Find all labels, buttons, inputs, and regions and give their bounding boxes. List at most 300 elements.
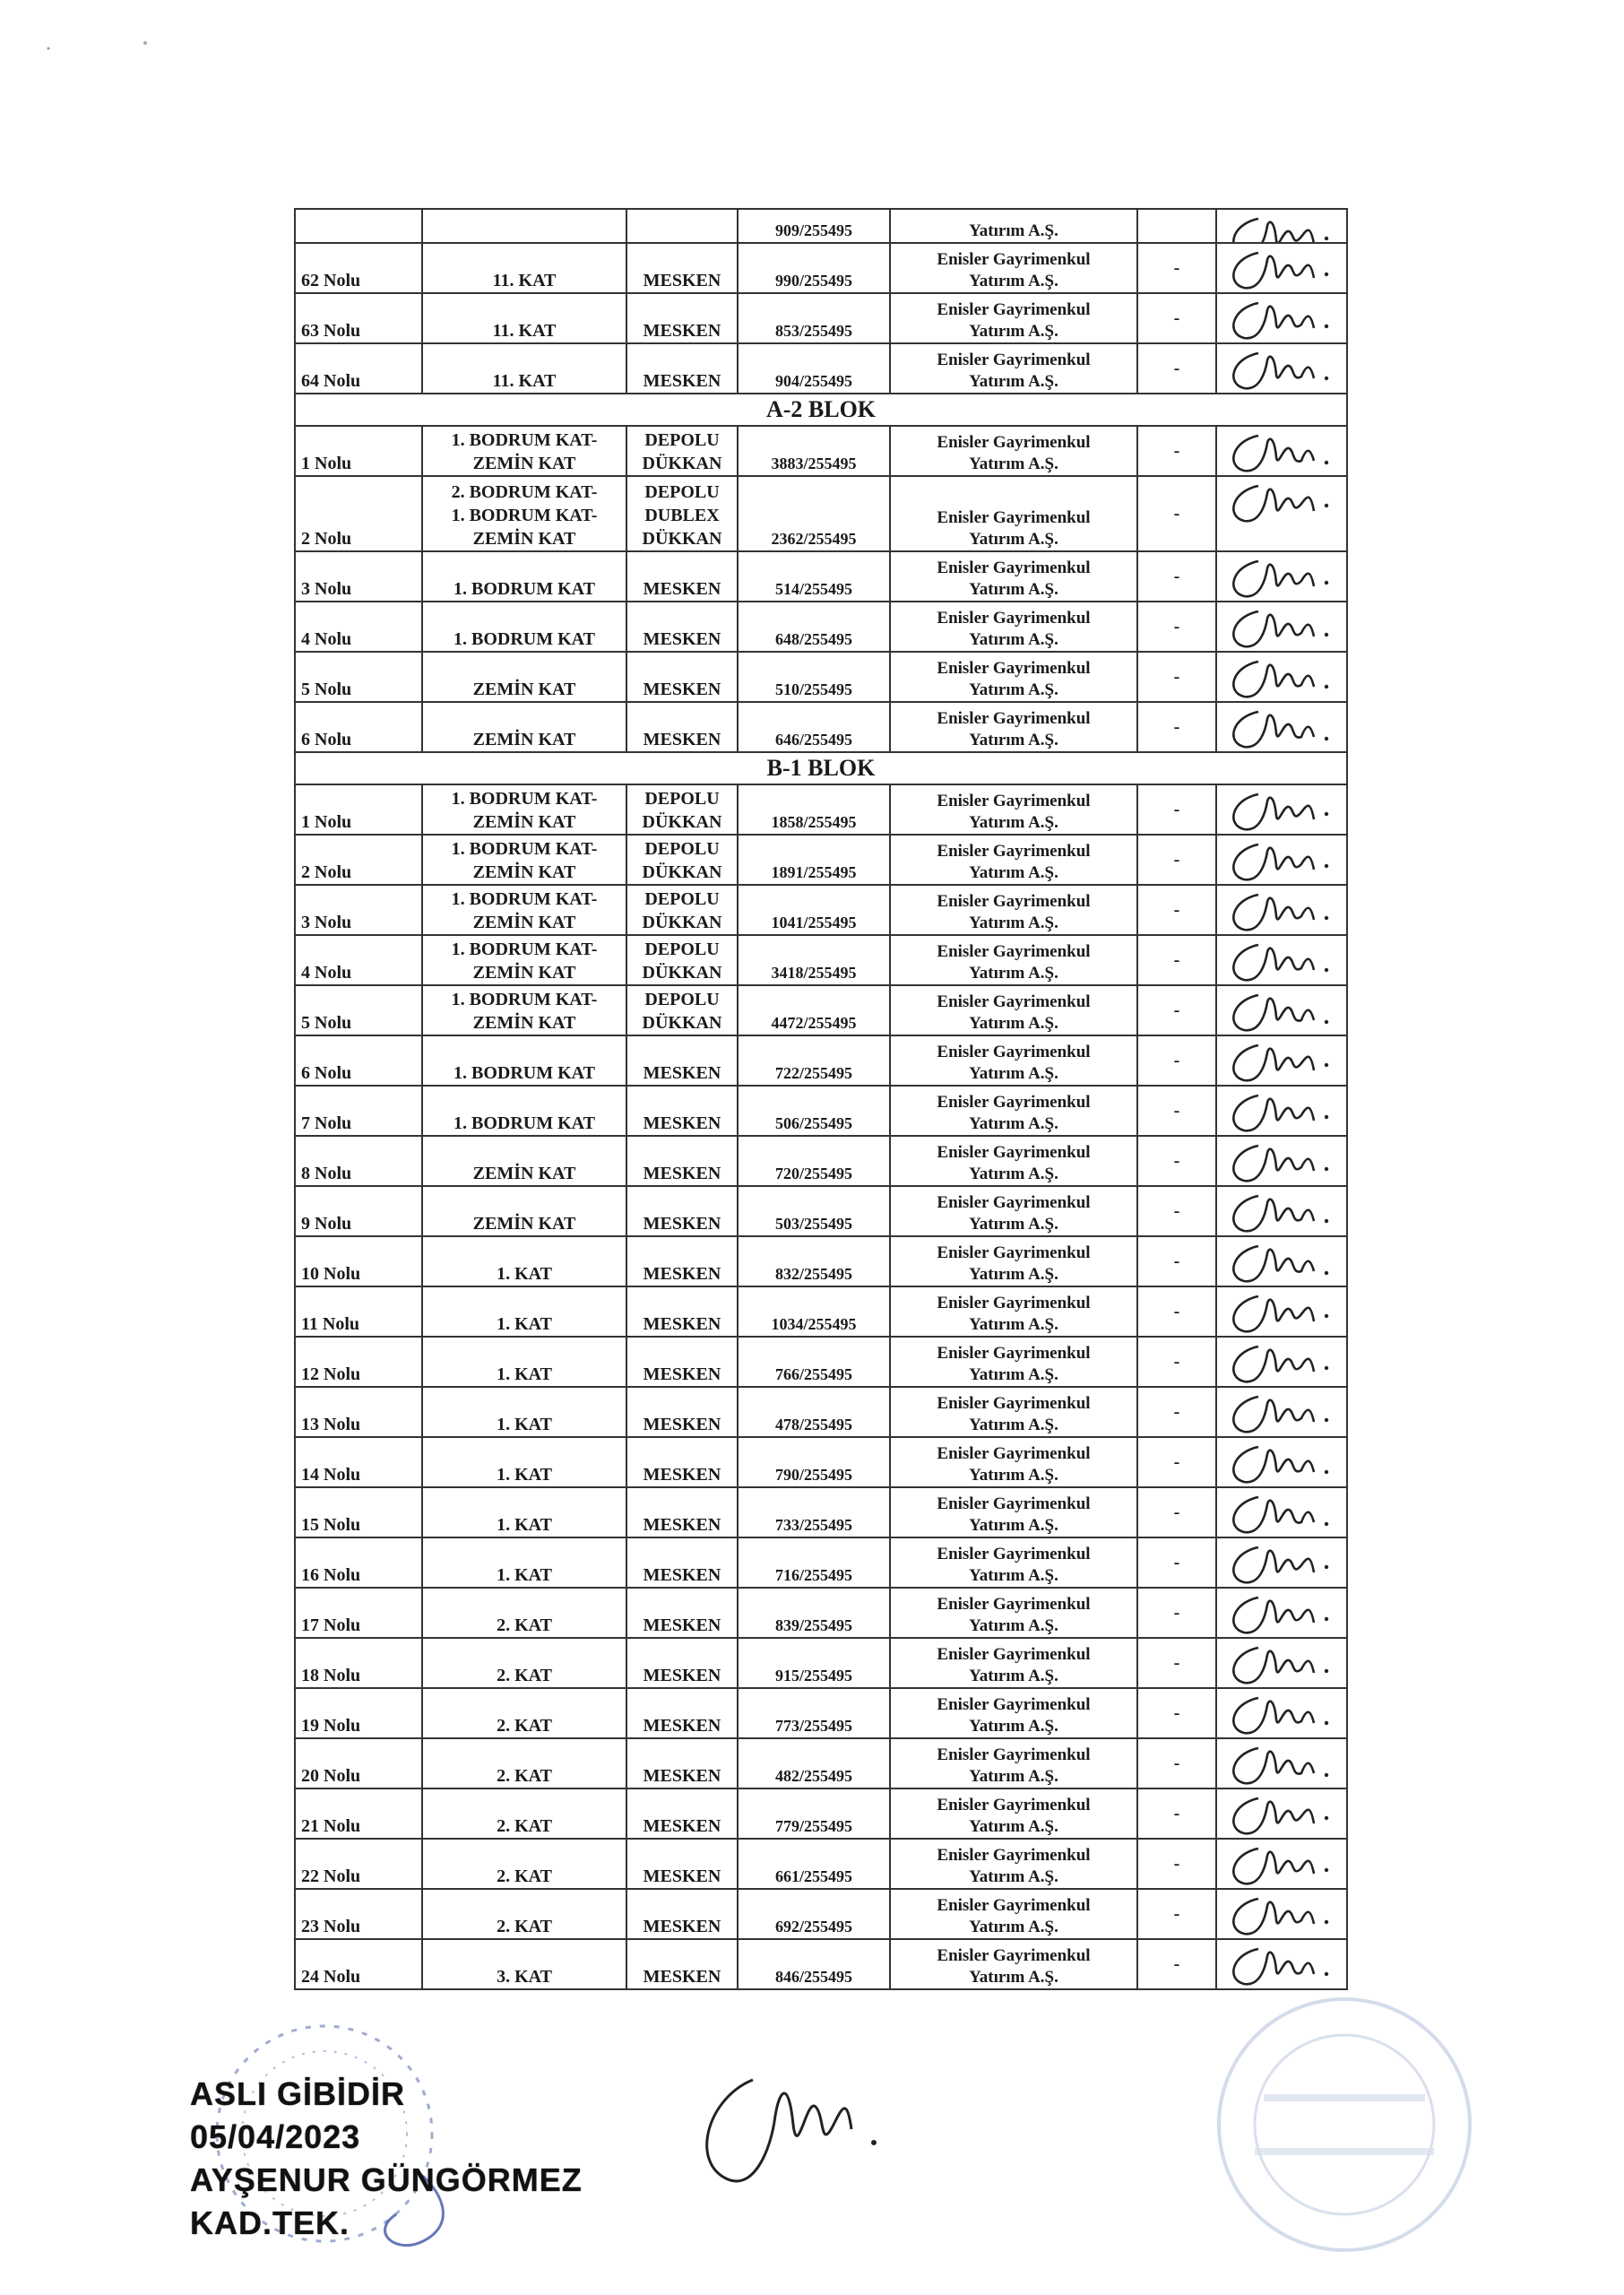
share-cell-text: 733/255495 [774, 1516, 852, 1534]
share-cell [738, 551, 890, 602]
unit-number-cell [295, 1889, 422, 1939]
floor-cell-text: 1. BODRUM KAT [454, 629, 595, 649]
floor-cell-text: ZEMİN KAT [472, 730, 576, 749]
signature-mark [1224, 1239, 1341, 1286]
note-cell [1137, 1387, 1216, 1437]
note-cell [1137, 1688, 1216, 1738]
owner-name: Enisler Gayrimenkul [937, 1444, 1091, 1463]
signature-mark [1224, 1490, 1341, 1537]
table-row [295, 1738, 1347, 1788]
share-cell-text: 3883/255495 [771, 455, 857, 472]
floor-cell [422, 1688, 626, 1738]
certification-date: 05/04/2023 [190, 2118, 361, 2155]
floor-cell [422, 1337, 626, 1387]
unit-type-cell-text: MESKEN [643, 1666, 721, 1685]
unit-type-cell-text: MESKEN [643, 1364, 721, 1384]
owner-cell [890, 1337, 1137, 1387]
owner-cell [890, 1688, 1137, 1738]
note-cell [1137, 835, 1216, 885]
floor-cell [422, 426, 626, 476]
unit-number-cell-text: 17 Nolu [301, 1615, 361, 1635]
owner-cell [890, 343, 1137, 394]
unit-number-cell [295, 702, 422, 752]
unit-type-cell-text: DEPOLU DÜKKAN [642, 839, 722, 882]
owner-cell [890, 1738, 1137, 1788]
certification-title: KAD.TEK. [190, 2204, 350, 2241]
owner-name: Enisler Gayrimenkul [937, 1344, 1091, 1363]
floor-cell-text: 1. KAT [497, 1314, 552, 1334]
certification-block [190, 2073, 583, 2245]
share-cell-text: 514/255495 [774, 580, 852, 598]
unit-type-cell [626, 602, 738, 652]
share-cell-text: 1034/255495 [771, 1315, 857, 1333]
unit-number-cell-text: 5 Nolu [301, 680, 352, 699]
faint-stamp-right [1183, 1990, 1506, 2259]
unit-type-cell-text: MESKEN [643, 1816, 721, 1836]
note-cell [1137, 602, 1216, 652]
note-cell [1137, 209, 1216, 243]
share-cell-text: 503/255495 [774, 1215, 852, 1233]
note-cell [1137, 652, 1216, 702]
unit-number-cell [295, 1387, 422, 1437]
floor-cell-text: 2. KAT [497, 1816, 552, 1836]
unit-number-cell-text: 3 Nolu [301, 579, 352, 599]
signature-cell [1216, 1537, 1347, 1588]
floor-cell-text: 1. KAT [497, 1565, 552, 1585]
note-cell-text: - [1173, 1804, 1180, 1823]
unit-type-cell [626, 702, 738, 752]
unit-number-cell [295, 426, 422, 476]
unit-number-cell [295, 293, 422, 343]
note-cell-text: - [1173, 1402, 1180, 1422]
unit-type-cell [626, 1537, 738, 1588]
unit-number-cell [295, 935, 422, 985]
unit-number-cell [295, 243, 422, 293]
floor-cell-text: ZEMİN KAT [472, 1214, 576, 1234]
share-cell-text: 510/255495 [774, 680, 852, 698]
unit-type-cell [626, 1136, 738, 1186]
owner-cell [890, 935, 1137, 985]
signature-mark [1224, 1691, 1341, 1737]
share-cell-text: 915/255495 [774, 1667, 852, 1684]
note-cell-text: - [1173, 359, 1180, 378]
share-cell [738, 1286, 890, 1337]
note-cell-text: - [1173, 1452, 1180, 1472]
share-cell [738, 1035, 890, 1086]
owner-company-type: Yatırım A.Ş. [969, 1114, 1058, 1133]
signature-cell [1216, 476, 1347, 551]
share-cell-text: 716/255495 [774, 1566, 852, 1584]
owner-cell [890, 209, 1137, 243]
owner-cell [890, 1889, 1137, 1939]
owner-name: Enisler Gayrimenkul [937, 1946, 1091, 1965]
floor-cell-text: 1. KAT [497, 1465, 552, 1485]
note-cell-text: - [1173, 258, 1180, 278]
unit-number-cell-text: 11 Nolu [301, 1314, 360, 1334]
unit-number-cell-text: 6 Nolu [301, 1063, 352, 1083]
signature-mark [1224, 429, 1341, 475]
share-cell [738, 1688, 890, 1738]
unit-type-cell-text: DEPOLU DÜKKAN [642, 940, 722, 983]
table-row [295, 1537, 1347, 1588]
table-row [295, 426, 1347, 476]
owner-cell [890, 1487, 1137, 1537]
owner-cell [890, 835, 1137, 885]
floor-cell [422, 935, 626, 985]
note-cell-text: - [1173, 1703, 1180, 1723]
unit-number-cell [295, 1437, 422, 1487]
note-cell-text: - [1173, 1201, 1180, 1221]
note-cell [1137, 1738, 1216, 1788]
share-cell [738, 1889, 890, 1939]
floor-cell-text: 1. BODRUM KAT- ZEMİN KAT [451, 789, 598, 832]
share-cell-text: 853/255495 [774, 322, 852, 340]
unit-number-cell [295, 551, 422, 602]
owner-company-type: Yatırım A.Ş. [969, 1667, 1058, 1685]
share-cell [738, 885, 890, 935]
unit-type-cell [626, 1839, 738, 1889]
unit-type-cell [626, 243, 738, 293]
note-cell [1137, 1337, 1216, 1387]
owner-cell [890, 1788, 1137, 1839]
note-cell [1137, 1186, 1216, 1236]
signature-cell [1216, 1738, 1347, 1788]
owner-cell [890, 1437, 1137, 1487]
signature-mark [1224, 1390, 1341, 1436]
unit-type-cell-text: MESKEN [643, 629, 721, 649]
owner-name: Enisler Gayrimenkul [937, 1243, 1091, 1262]
share-cell [738, 1839, 890, 1889]
table-row [295, 293, 1347, 343]
floor-cell [422, 652, 626, 702]
table-row [295, 784, 1347, 835]
share-cell [738, 784, 890, 835]
owner-name: Enisler Gayrimenkul [937, 1745, 1091, 1764]
owner-company-type: Yatırım A.Ş. [969, 1867, 1058, 1886]
owner-cell [890, 1136, 1137, 1186]
owner-company-type: Yatırım A.Ş. [969, 530, 1058, 549]
share-cell-text: 839/255495 [774, 1616, 852, 1634]
share-cell-text: 846/255495 [774, 1968, 852, 1986]
note-cell [1137, 1889, 1216, 1939]
owner-company-type: Yatırım A.Ş. [969, 272, 1058, 290]
signature-cell [1216, 1236, 1347, 1286]
unit-type-cell-text: DEPOLU DÜKKAN [642, 990, 722, 1033]
unit-type-cell-text: MESKEN [643, 271, 721, 290]
note-cell-text: - [1173, 800, 1180, 819]
unit-number-cell [295, 1688, 422, 1738]
share-cell [738, 209, 890, 243]
unit-type-cell [626, 476, 738, 551]
share-cell-text: 2362/255495 [771, 530, 857, 548]
signature-mark [1224, 246, 1341, 292]
owner-cell [890, 1236, 1137, 1286]
unit-number-cell [295, 1136, 422, 1186]
signature-cell [1216, 551, 1347, 602]
owner-cell [890, 702, 1137, 752]
table-row [295, 209, 1347, 243]
owner-name: Enisler Gayrimenkul [937, 1695, 1091, 1714]
unit-number-cell [295, 476, 422, 551]
floor-cell [422, 1286, 626, 1337]
table-row [295, 1839, 1347, 1889]
signature-cell [1216, 1286, 1347, 1337]
unit-type-cell [626, 1889, 738, 1939]
note-cell-text: - [1173, 1904, 1180, 1924]
owner-company-type: Yatırım A.Ş. [969, 1265, 1058, 1284]
owner-company-type: Yatırım A.Ş. [969, 1516, 1058, 1535]
note-cell [1137, 1839, 1216, 1889]
signature-mark [1224, 1289, 1341, 1336]
owner-cell [890, 1035, 1137, 1086]
share-cell-text: 1041/255495 [771, 914, 857, 931]
floor-cell [422, 243, 626, 293]
unit-number-cell-text: 1 Nolu [301, 812, 352, 832]
note-cell-text: - [1173, 1051, 1180, 1070]
table-row [295, 1186, 1347, 1236]
signature-mark [1224, 1038, 1341, 1085]
owner-company-type: Yatırım A.Ş. [969, 1365, 1058, 1384]
signature-cell [1216, 1186, 1347, 1236]
owner-company-type: Yatırım A.Ş. [969, 630, 1058, 649]
share-cell-text: 722/255495 [774, 1064, 852, 1082]
unit-type-cell [626, 985, 738, 1035]
note-cell [1137, 702, 1216, 752]
table-row [295, 1286, 1347, 1337]
unit-type-cell [626, 343, 738, 394]
unit-number-cell-text: 12 Nolu [301, 1364, 361, 1384]
block-header-row [295, 752, 1347, 784]
signature-mark [1224, 1189, 1341, 1235]
unit-type-cell [626, 1638, 738, 1688]
table-row [295, 1035, 1347, 1086]
note-cell-text: - [1173, 1251, 1180, 1271]
floor-cell-text: 2. KAT [497, 1917, 552, 1936]
unit-type-cell-text: MESKEN [643, 1615, 721, 1635]
signature-mark [1224, 705, 1341, 751]
note-cell [1137, 1086, 1216, 1136]
unit-number-cell-text: 24 Nolu [301, 1967, 361, 1987]
floor-cell [422, 1638, 626, 1688]
unit-type-cell-text: MESKEN [643, 1264, 721, 1284]
owner-cell [890, 985, 1137, 1035]
owner-company-type: Yatırım A.Ş. [969, 1466, 1058, 1485]
signature-cell [1216, 1889, 1347, 1939]
floor-cell-text: 1. BODRUM KAT- ZEMİN KAT [451, 839, 598, 882]
owner-name: Enisler Gayrimenkul [937, 942, 1091, 961]
note-cell-text: - [1173, 1151, 1180, 1171]
ownership-table-body [295, 209, 1347, 1989]
share-cell-text: 904/255495 [774, 372, 852, 390]
share-cell [738, 343, 890, 394]
signature-cell [1216, 1387, 1347, 1437]
unit-number-cell-text: 2 Nolu [301, 862, 352, 882]
owner-name: Enisler Gayrimenkul [937, 842, 1091, 861]
signature-cell [1216, 1086, 1347, 1136]
note-cell [1137, 551, 1216, 602]
share-cell [738, 1788, 890, 1839]
floor-cell-text: 1. BODRUM KAT- ZEMİN KAT [451, 990, 598, 1033]
owner-name: Enisler Gayrimenkul [937, 892, 1091, 911]
owner-cell [890, 1286, 1137, 1337]
owner-company-type: Yatırım A.Ş. [969, 580, 1058, 599]
share-cell [738, 702, 890, 752]
floor-cell [422, 1035, 626, 1086]
signature-cell [1216, 1035, 1347, 1086]
signature-mark [1224, 1942, 1341, 1988]
floor-cell-text: 1. BODRUM KAT [454, 579, 595, 599]
share-cell [738, 652, 890, 702]
signature-mark [1224, 1841, 1341, 1888]
floor-cell-text: 2. KAT [497, 1766, 552, 1786]
owner-cell [890, 476, 1137, 551]
share-cell [738, 1387, 890, 1437]
owner-company-type: Yatırım A.Ş. [969, 1315, 1058, 1334]
unit-number-cell-text: 21 Nolu [301, 1816, 361, 1836]
unit-type-cell-text: MESKEN [643, 1866, 721, 1886]
note-cell-text: - [1173, 1352, 1180, 1372]
unit-type-cell [626, 1588, 738, 1638]
unit-number-cell [295, 1588, 422, 1638]
unit-number-cell-text: 14 Nolu [301, 1465, 361, 1485]
floor-cell [422, 551, 626, 602]
unit-number-cell-text: 62 Nolu [301, 271, 361, 290]
floor-cell [422, 985, 626, 1035]
unit-type-cell-text: MESKEN [643, 680, 721, 699]
owner-cell [890, 1186, 1137, 1236]
note-cell-text: - [1173, 1954, 1180, 1974]
unit-type-cell-text: MESKEN [643, 1917, 721, 1936]
unit-type-cell [626, 1437, 738, 1487]
share-cell [738, 1638, 890, 1688]
share-cell [738, 426, 890, 476]
note-cell [1137, 343, 1216, 394]
owner-cell [890, 602, 1137, 652]
share-cell [738, 1537, 890, 1588]
signature-cell [1216, 1588, 1347, 1638]
signature-mark [1224, 1892, 1341, 1938]
unit-type-cell [626, 935, 738, 985]
unit-type-cell [626, 1387, 738, 1437]
floor-cell-text: 2. KAT [497, 1866, 552, 1886]
unit-number-cell-text: 7 Nolu [301, 1113, 352, 1133]
unit-number-cell [295, 1086, 422, 1136]
floor-cell-text: 3. KAT [497, 1967, 552, 1987]
scan-specks [45, 36, 152, 54]
signature-cell [1216, 784, 1347, 835]
unit-number-cell [295, 1487, 422, 1537]
floor-cell-text: 2. KAT [497, 1716, 552, 1736]
unit-type-cell [626, 551, 738, 602]
unit-type-cell [626, 1688, 738, 1738]
unit-number-cell-text: 1 Nolu [301, 454, 352, 473]
share-cell-text: 648/255495 [774, 630, 852, 648]
floor-cell [422, 1588, 626, 1638]
unit-number-cell-text: 10 Nolu [301, 1264, 361, 1284]
unit-number-cell-text: 4 Nolu [301, 629, 352, 649]
owner-name: Enisler Gayrimenkul [937, 1294, 1091, 1312]
ownership-table [294, 208, 1348, 1990]
owner-name: Enisler Gayrimenkul [937, 1846, 1091, 1865]
owner-company-type: Yatırım A.Ş. [969, 322, 1058, 341]
owner-cell [890, 784, 1137, 835]
unit-number-cell [295, 835, 422, 885]
owner-name: Enisler Gayrimenkul [937, 1796, 1091, 1814]
floor-cell-text: ZEMİN KAT [472, 680, 576, 699]
share-cell-text: 990/255495 [774, 272, 852, 290]
floor-cell [422, 1939, 626, 1989]
share-cell-text: 832/255495 [774, 1265, 852, 1283]
note-cell [1137, 1638, 1216, 1688]
floor-cell [422, 784, 626, 835]
unit-number-cell-text: 19 Nolu [301, 1716, 361, 1736]
table-row [295, 1136, 1347, 1186]
owner-cell [890, 1588, 1137, 1638]
bottom-signature [690, 2044, 905, 2205]
owner-company-type: Yatırım A.Ş. [969, 455, 1058, 473]
floor-cell [422, 1788, 626, 1839]
table-row [295, 1688, 1347, 1738]
unit-number-cell-text: 20 Nolu [301, 1766, 361, 1786]
signature-mark [1224, 296, 1341, 342]
unit-number-cell [295, 1839, 422, 1889]
signature-cell [1216, 835, 1347, 885]
unit-type-cell-text: MESKEN [643, 1063, 721, 1083]
signature-cell [1216, 652, 1347, 702]
unit-type-cell [626, 1738, 738, 1788]
owner-name: Enisler Gayrimenkul [937, 351, 1091, 369]
table-row [295, 1487, 1347, 1537]
unit-type-cell-text: DEPOLU DÜKKAN [642, 889, 722, 932]
owner-company-type: Yatırım A.Ş. [969, 680, 1058, 699]
share-cell [738, 1588, 890, 1638]
unit-type-cell [626, 835, 738, 885]
note-cell [1137, 1588, 1216, 1638]
certification-name: AYŞENUR GÜNGÖRMEZ [190, 2161, 583, 2198]
floor-cell [422, 1537, 626, 1588]
unit-number-cell [295, 1236, 422, 1286]
owner-company-type: Yatırım A.Ş. [969, 1918, 1058, 1936]
unit-type-cell-text: DEPOLU DÜKKAN [642, 789, 722, 832]
share-cell [738, 293, 890, 343]
owner-name: Enisler Gayrimenkul [937, 1896, 1091, 1915]
share-cell-text: 506/255495 [774, 1114, 852, 1132]
unit-type-cell-text: MESKEN [643, 1465, 721, 1485]
signature-cell [1216, 209, 1347, 243]
floor-cell [422, 209, 626, 243]
unit-number-cell-text: 15 Nolu [301, 1515, 361, 1535]
share-cell [738, 1487, 890, 1537]
share-cell-text: 766/255495 [774, 1365, 852, 1383]
unit-number-cell-text: 22 Nolu [301, 1866, 361, 1886]
owner-name: Enisler Gayrimenkul [937, 1595, 1091, 1614]
unit-type-cell [626, 426, 738, 476]
owner-company-type: Yatırım A.Ş. [969, 1968, 1058, 1987]
unit-number-cell-text: 3 Nolu [301, 913, 352, 932]
owner-company-type: Yatırım A.Ş. [969, 1566, 1058, 1585]
note-cell [1137, 1537, 1216, 1588]
unit-type-cell [626, 1035, 738, 1086]
floor-cell-text: 1. BODRUM KAT [454, 1063, 595, 1083]
owner-company-type: Yatırım A.Ş. [969, 731, 1058, 749]
block-title: B-1 BLOK [295, 752, 1347, 784]
signature-cell [1216, 1638, 1347, 1688]
share-cell [738, 1437, 890, 1487]
unit-type-cell-text: MESKEN [643, 1766, 721, 1786]
signature-cell [1216, 243, 1347, 293]
owner-name: Enisler Gayrimenkul [937, 659, 1091, 678]
floor-cell-text: 1. KAT [497, 1415, 552, 1434]
